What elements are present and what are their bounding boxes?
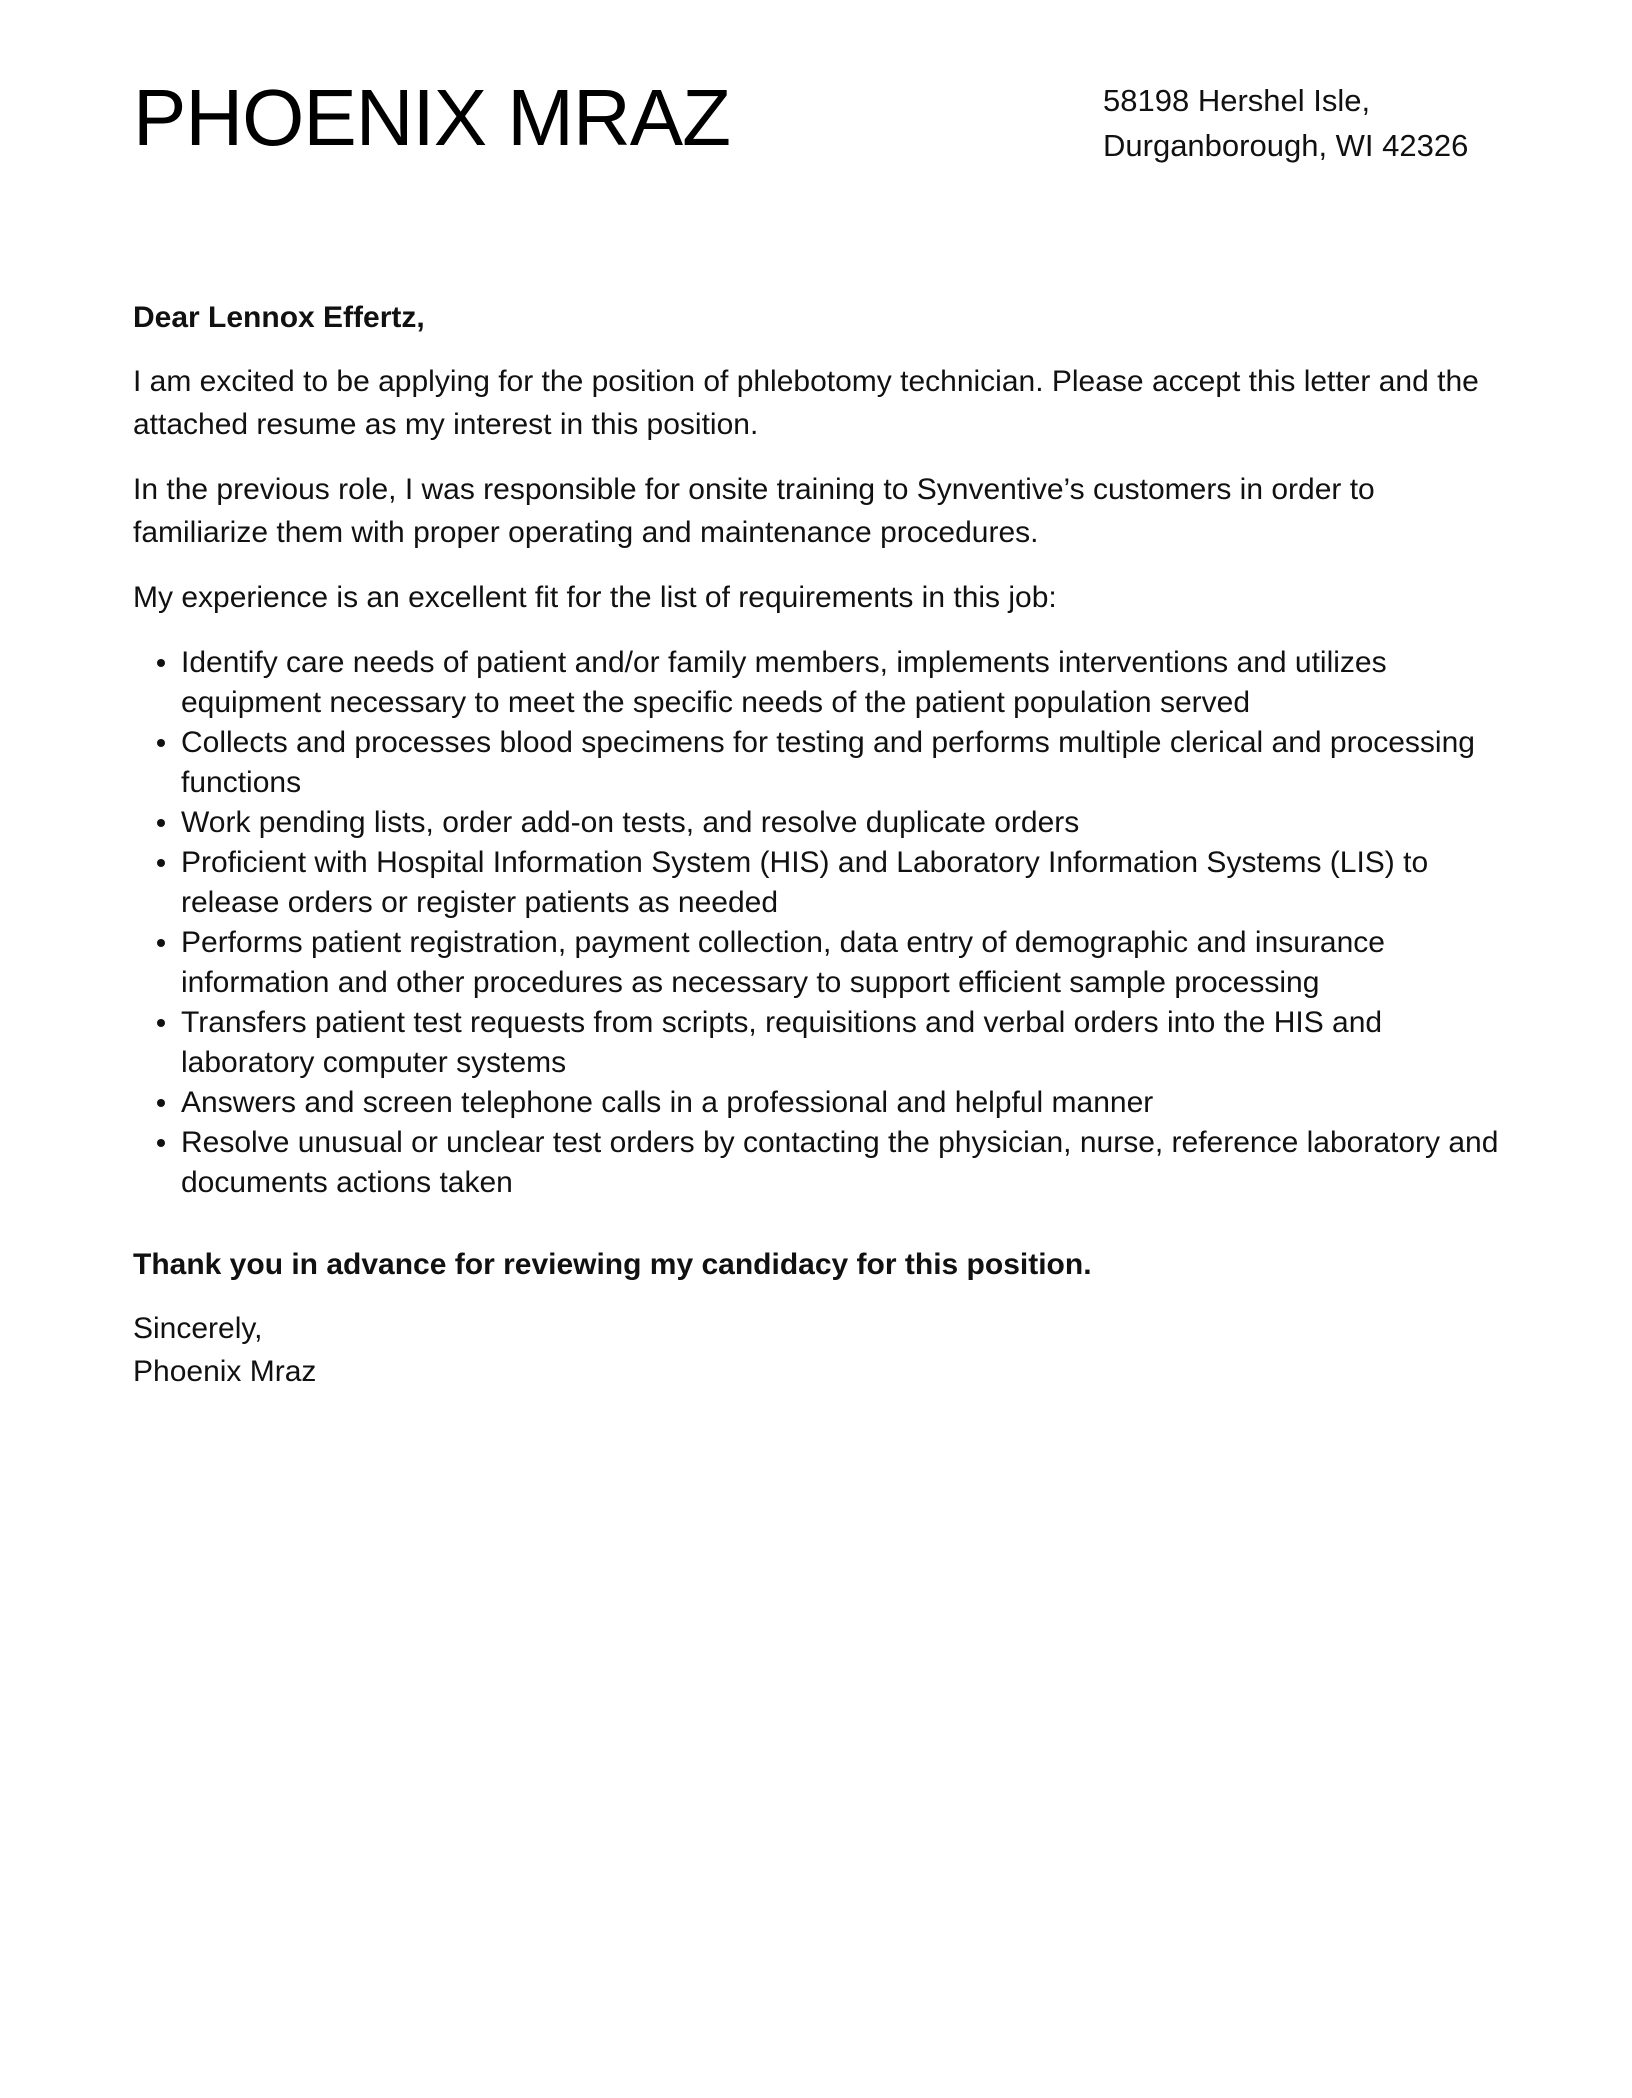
list-item: [181, 1123, 1499, 1203]
requirement-text: Transfers patient test requests from scripts, requisitions and verbal orders into the HIS and laboratory computer systems: [181, 1006, 1383, 1079]
paragraph-previous-role: In the previous role, I was responsible for onsite training to Synventive’s customers in order to familiarize them with proper operating and maintenance procedures.: [133, 473, 1375, 549]
salutation: Dear Lennox Effertz,: [133, 301, 425, 334]
thank-you-line: Thank you in advance for reviewing my candidacy for this position.: [133, 1248, 1092, 1281]
applicant-name: PHOENIX MRAZ: [133, 73, 730, 162]
list-item: [181, 1003, 1499, 1083]
list-item: [181, 1083, 1499, 1123]
paragraph-intro: I am excited to be applying for the position of phlebotomy technician. Please accept this letter and the attached resume as my interest in this position.: [133, 365, 1479, 441]
bullet-icon: [157, 739, 165, 747]
bullet-icon: [157, 1139, 165, 1147]
bullet-icon: [157, 1019, 165, 1027]
closing: Sincerely,: [133, 1312, 263, 1345]
list-item: [181, 643, 1499, 723]
paragraph-requirements-intro: My experience is an excellent fit for the list of requirements in this job:: [133, 581, 1057, 614]
requirement-text: Identify care needs of patient and/or family members, implements interventions and utilizes equipment necessary to meet the specific needs of the patient population served: [181, 646, 1387, 719]
signature: Phoenix Mraz: [133, 1355, 317, 1388]
bullet-icon: [157, 859, 165, 867]
letter-body: [133, 296, 1499, 1393]
list-item: [181, 723, 1499, 803]
address-line-2: Durganborough, WI 42326: [1103, 128, 1469, 163]
applicant-address: [1103, 78, 1468, 168]
list-item: [181, 803, 1499, 843]
requirement-text: Collects and processes blood specimens for testing and performs multiple clerical and processing functions: [181, 726, 1475, 799]
bullet-icon: [157, 659, 165, 667]
requirement-text: Answers and screen telephone calls in a professional and helpful manner: [181, 1086, 1154, 1119]
address-line-1: 58198 Hershel Isle,: [1103, 83, 1371, 118]
requirement-text: Resolve unusual or unclear test orders by contacting the physician, nurse, reference laboratory and documents actions taken: [181, 1126, 1499, 1199]
list-item: [181, 923, 1499, 1003]
requirement-text: Proficient with Hospital Information System (HIS) and Laboratory Information Systems (LIS) to release orders or register patients as needed: [181, 846, 1429, 919]
letter-header: [133, 72, 1499, 182]
list-item: [181, 843, 1499, 923]
bullet-icon: [157, 1099, 165, 1107]
bullet-icon: [157, 819, 165, 827]
requirement-text: Work pending lists, order add-on tests, and resolve duplicate orders: [181, 806, 1080, 839]
bullet-icon: [157, 939, 165, 947]
requirement-text: Performs patient registration, payment collection, data entry of demographic and insurance information and other procedures as necessary to support efficient sample processing: [181, 926, 1385, 999]
requirements-list: [133, 643, 1499, 1203]
